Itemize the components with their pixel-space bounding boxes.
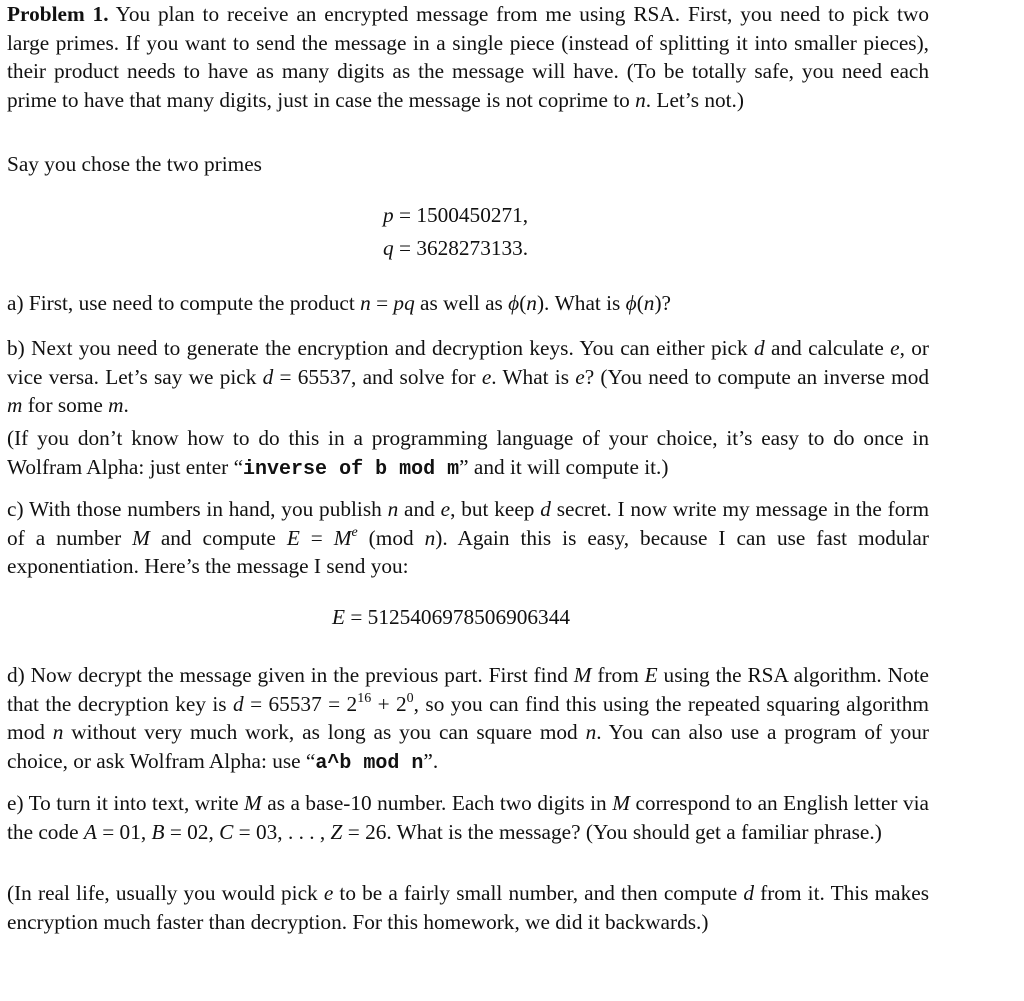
ciphertext-equation: E = 5125406978506906344 xyxy=(332,605,570,629)
part-e-note: (In real life, usually you would pick e to be a fairly small number, and then compute d from it. This makes encryption much faster than decryption. For this homework, we did it backwards.) xyxy=(7,881,929,934)
part-c: c) With those numbers in hand, you publish n and e, but keep d secret. I now write my message in the form of a number M and compute $E = M^e$ (mod n). Again this is easy, because I can use fast modular exponentiation. Here’s the message I send you: xyxy=(7,497,930,579)
wolfram-powmod-command: a^b mod n xyxy=(315,751,424,775)
wolfram-inverse-command: inverse of b mod m xyxy=(243,457,460,481)
part-e: e) To turn it into text, write M as a base-10 number. Each two digits in M correspond to an English letter via the code A = 01, B = 02, C = 03, . . . , Z = 26. What is the message? (You should get a familiar phrase.) xyxy=(7,791,929,844)
part-b-note: (If you don’t know how to do this in a programming language of your choice, it’s easy to do once in Wolfram Alpha: just enter “inverse of b mod m” and it will compute it.) xyxy=(7,426,929,481)
prime-p-equation: p = 1500450271, xyxy=(383,203,529,227)
problem-intro: Problem 1. You plan to receive an encrypted message from me using RSA. First, you need to pick two large primes. If you want to send the message in a single piece (instead of splitting it into smaller pieces), their product needs to have as many digits as the message will have. (To be totally safe, you need each prime to have that many digits, just in case the message is not coprime to n. Let’s not.) xyxy=(7,2,929,112)
prime-q-equation: q = 3628273133. xyxy=(383,236,529,260)
part-a: a) First, use need to compute the product n = pq as well as ϕ(n). What is ϕ(n)? xyxy=(7,291,671,315)
primes-lead-in: Say you chose the two primes xyxy=(7,152,262,176)
problem-label: Problem 1. xyxy=(7,2,109,26)
part-b: b) Next you need to generate the encryption and decryption keys. You can either pick d and calculate e, or vice versa. Let’s say we pick d = 65537, and solve for e. What is e? (You need to compute an inverse mod m for some m. xyxy=(7,336,930,418)
part-d: d) Now decrypt the message given in the previous part. First find M from E using the RSA algorithm. Note that the decryption key is $d = 65537 = 2^{16} + 2^0$, so you can find this using the repeated squaring algorithm mod n without very much work, as long as you can square mod n. You can also use a program of your choice, or ask Wolfram Alpha: use “a^b mod n”. xyxy=(7,663,930,775)
